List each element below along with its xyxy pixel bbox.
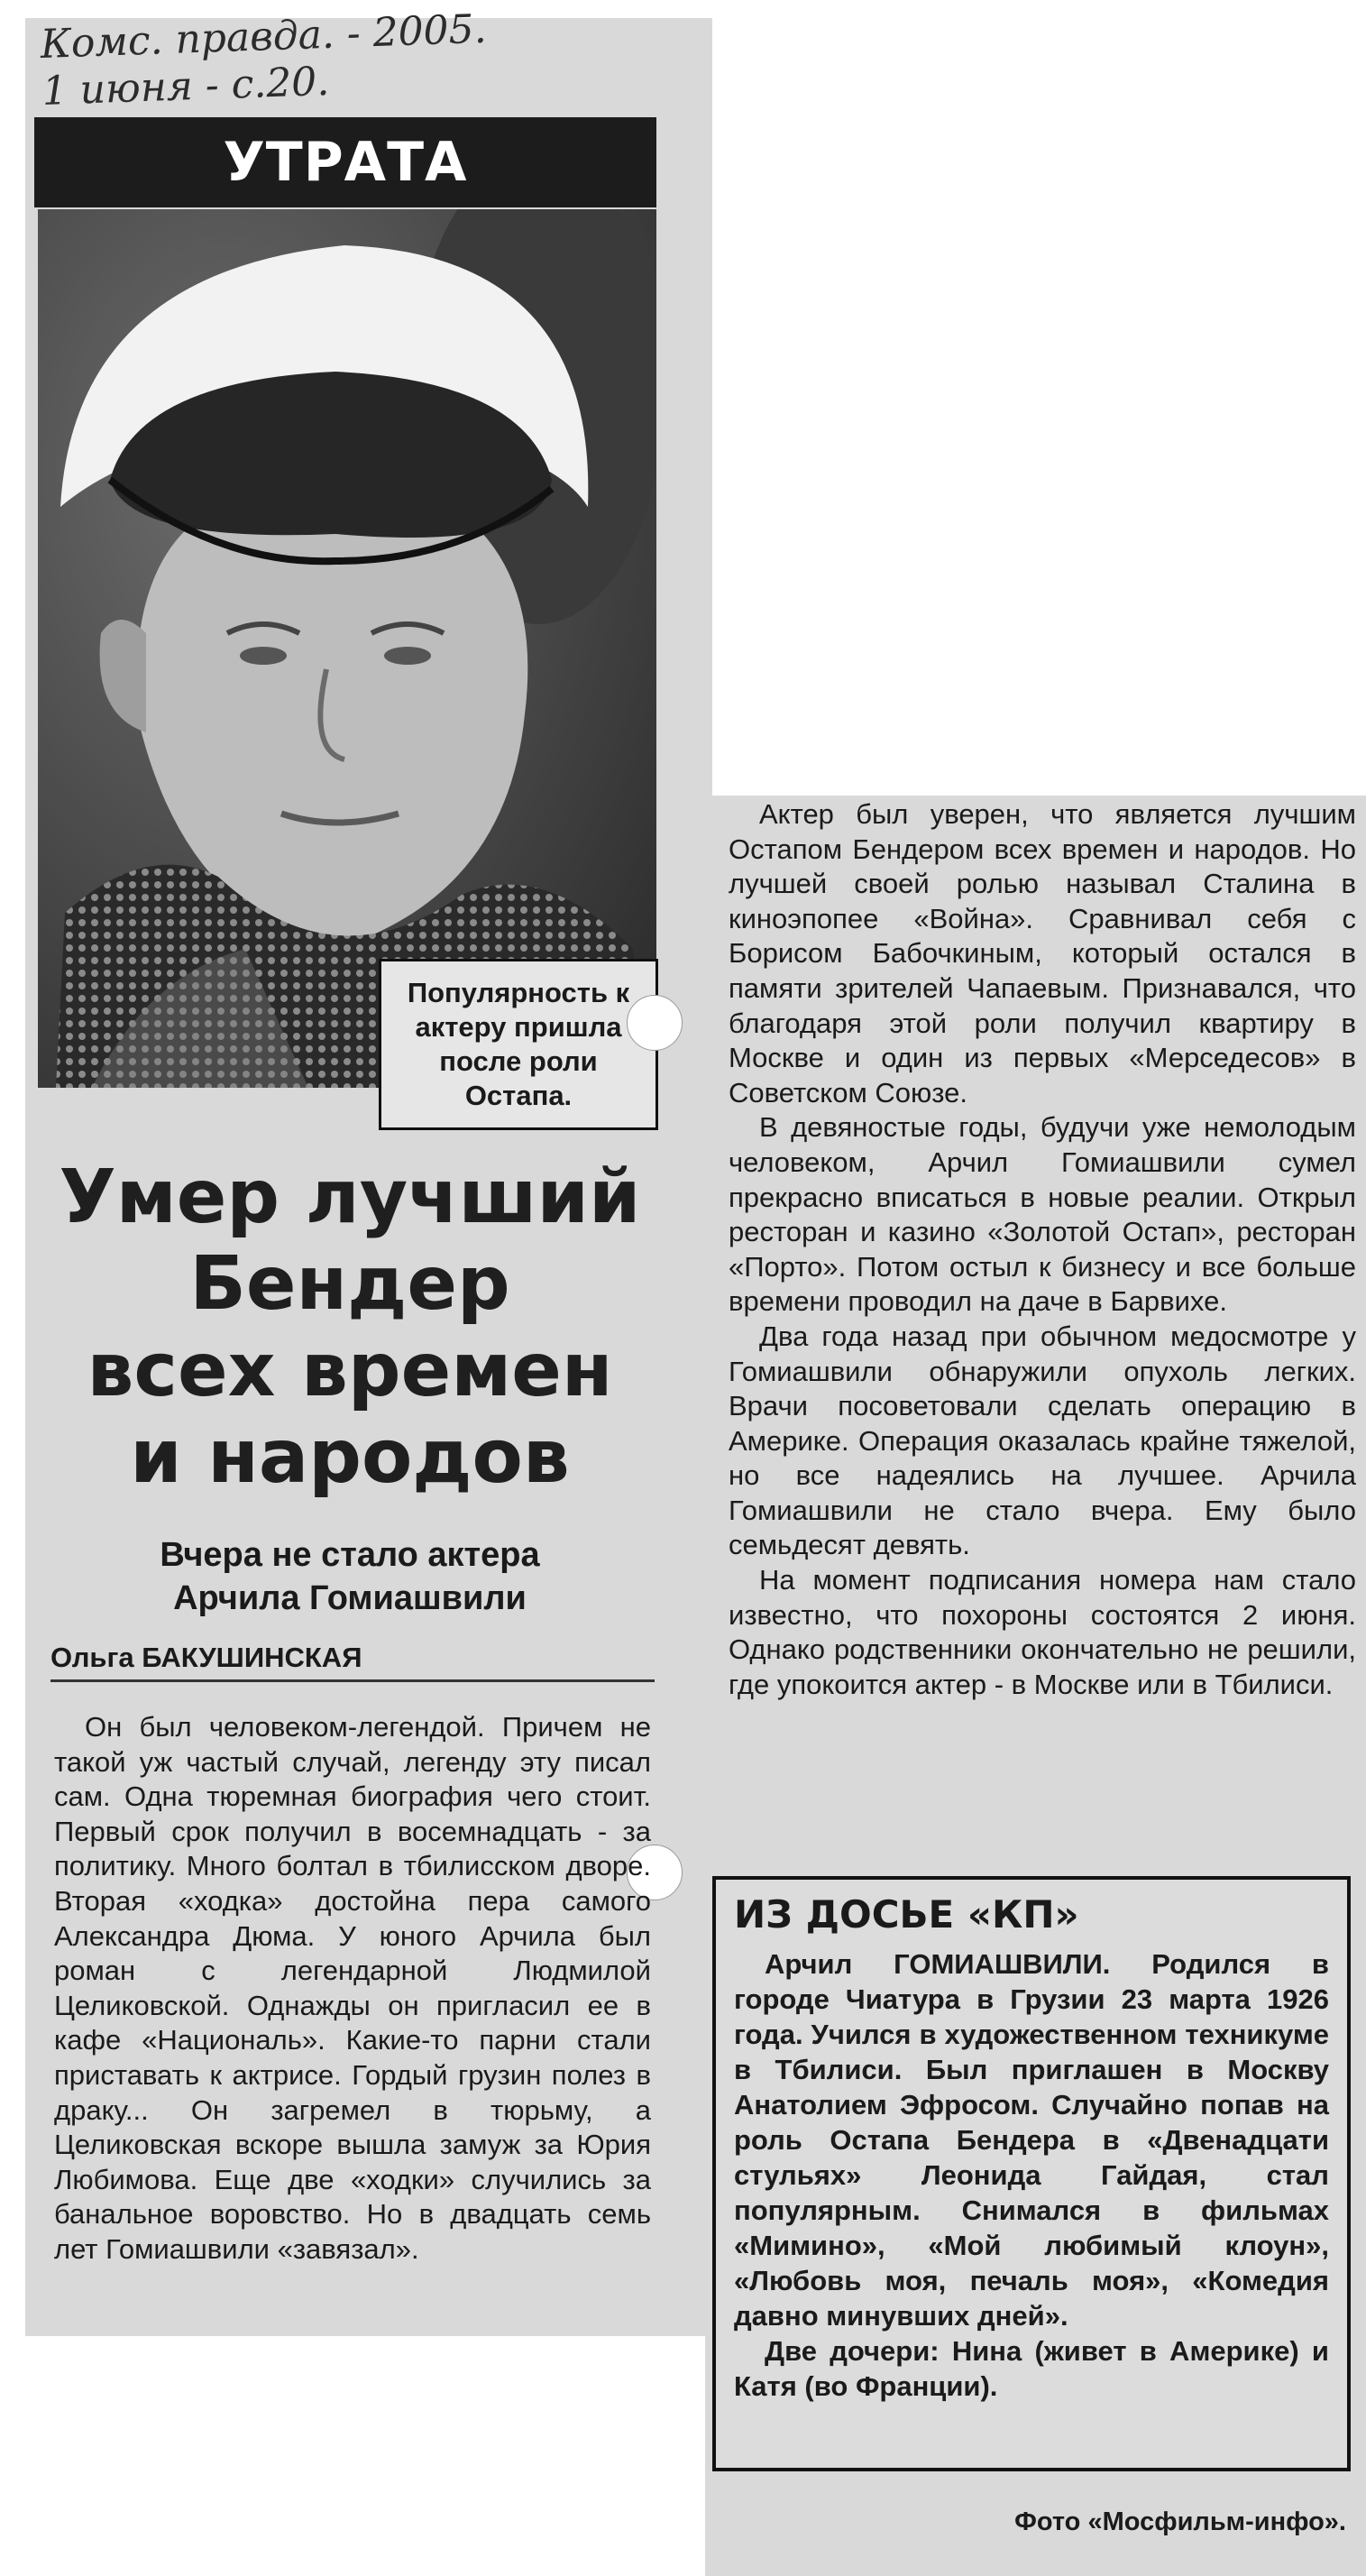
dossier-body (734, 1946, 1329, 2404)
article-paragraph: Два года назад при обычном медосмотре у Гомиашвили обнаружили опухоль легких. Врачи посоветовали сделать операцию в Америке. Операция оказалась крайне тяжелой, но все надеялись на лучшее. Арчила Гомиашвили не стало вчера. Ему было семьдесят девять. (729, 1320, 1356, 1561)
dossier-title: ИЗ ДОСЬЕ «КП» (734, 1892, 1079, 1937)
photo-caption: Популярность к актеру пришла после роли Остапа. (379, 959, 658, 1130)
portrait-photo (38, 209, 656, 1088)
article-paragraph: На момент подписания номера нам стало известно, что похороны состоятся 2 июня. Однако родственники окончательно не решили, где упокоится актер - в Москве или в Тбилиси. (729, 1564, 1356, 1700)
headline-line: Бендер (189, 1241, 510, 1327)
dossier-paragraph: Две дочери: Нина (живет в Америке) и Катя (во Франции). (734, 2335, 1329, 2402)
headline-line: Умер лучший (59, 1155, 641, 1240)
article-paragraph: В девяностые годы, будучи уже немолодым человеком, Арчил Гомиашвили сумел прекрасно вписаться в новые реалии. Открыл ресторан и казино «Золотой Остап», ресторан «Порто». Потом остыл к бизнесу и все больше времени проводил на даче в Барвихе. (729, 1111, 1356, 1318)
article-headline (43, 1155, 656, 1501)
article-paragraph: Актер был уверен, что является лучшим Остапом Бендером всех времен и народов. Но лучшей своей ролью называл Сталина в киноэпопее «Война». Сравнивал себя с Борисом Бабочкиным, который остался в памяти зрителей Чапаевым. Признавался, что благодаря этой роли получил квартиру в Москве и один из первых «Мерседесов» в Советском Союзе. (729, 798, 1356, 1109)
article-subheadline (43, 1533, 656, 1620)
article-author: Ольга БАКУШИНСКАЯ (50, 1642, 655, 1682)
dossier-box (712, 1876, 1351, 2471)
dossier-paragraph: Арчил ГОМИАШВИЛИ. Родился в городе Чиатура в Грузии 23 марта 1926 года. Учился в художественном техникуме в Тбилиси. Был приглашен в Москву Анатолием Эфросом. Случайно попав на роль Остапа Бендера в «Двенадцати стульях» Леонида Гайдая, стал популярным. Снимался в фильмах «Мимино», «Мой любимый клоун», «Любовь моя, печаль моя», «Комедия давно минувших дней». (734, 1948, 1329, 2332)
subheadline-line: Вчера не стало актера (160, 1536, 540, 1574)
photo-credit: Фото «Мосфильм-инфо». (1014, 2507, 1346, 2536)
punch-hole (627, 995, 683, 1051)
section-banner: УТРАТА (34, 117, 656, 207)
article-body-right (729, 797, 1356, 1702)
handwritten-line-2: 1 июня - с.20. (41, 58, 331, 115)
handwritten-line-1: Комс. правда. - 2005. (40, 5, 488, 68)
headline-line: и народов (130, 1414, 570, 1500)
headline-line: всех времен (87, 1328, 613, 1413)
article-body-left: Он был человеком-легендой. Причем не такой уж частый случай, легенду эту писал сам. Одна тюремная биография чего стоит. Первый срок получил в восемнадцать - за политику. Много болтал в тбилисском дворе. Вторая «ходка» достойна пера самого Александра Дюма. У юного Арчила был роман с легендарной Людмилой Целиковской. Однажды он пригласил ее в кафе «Националь». Какие-то парни стали приставать к актрисе. Гордый грузин полез в драку... Он загремел в тюрьму, а Целиковская вскоре вышла замуж за Юрия Любимова. Еще две «ходки» случились за банальное воровство. Но в двадцать семь лет Гомиашвили «завязал». (54, 1711, 651, 2265)
subheadline-line: Арчила Гомиашвили (173, 1579, 527, 1617)
